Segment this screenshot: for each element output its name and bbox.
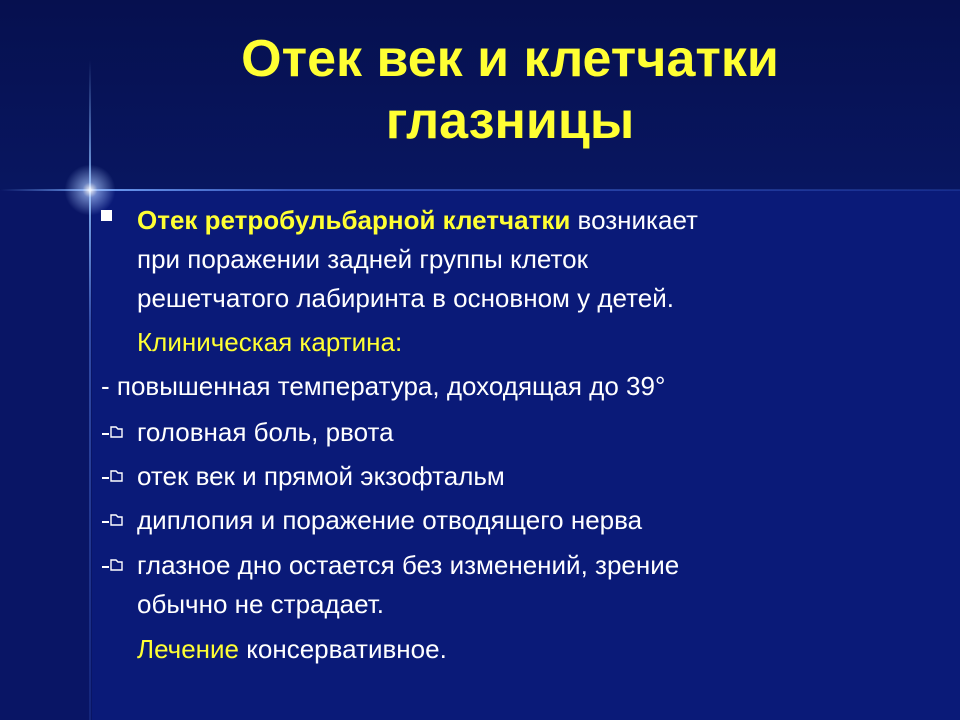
symptom-item: головная боль, рвота bbox=[137, 417, 394, 447]
intro-term: Отек ретробульбарной клетчатки bbox=[137, 205, 571, 235]
treatment-line bbox=[137, 630, 447, 668]
dash-folder-icon bbox=[101, 423, 123, 439]
horizontal-light-line bbox=[0, 189, 960, 191]
intro-line-2: при поражении задней группы клеток bbox=[137, 244, 588, 274]
intro-line-1 bbox=[137, 201, 698, 239]
treatment-text: консервативное. bbox=[239, 634, 447, 664]
left-strip bbox=[0, 190, 92, 720]
slide-title bbox=[100, 28, 920, 152]
dash-folder-icon bbox=[101, 556, 123, 572]
intro-line-1-rest: возникает bbox=[570, 205, 698, 235]
symptom-item: отек век и прямой экзофтальм bbox=[137, 461, 505, 491]
clinical-heading: Клиническая картина: bbox=[137, 327, 403, 357]
square-bullet-icon bbox=[101, 210, 112, 221]
symptom-item: глазное дно остается без изменений, зрение bbox=[137, 550, 680, 580]
title-line-2: глазницы bbox=[385, 92, 635, 150]
vertical-light-line bbox=[89, 60, 91, 720]
dash-folder-icon bbox=[101, 511, 123, 527]
fever-line: - повышенная температура, доходящая до 39° bbox=[101, 371, 666, 401]
title-line-1: Отек век и клетчатки bbox=[241, 30, 779, 88]
symptom-continuation: обычно не страдает. bbox=[137, 589, 384, 619]
intro-line-3: решетчатого лабиринта в основном у детей. bbox=[137, 283, 674, 313]
dash-folder-icon bbox=[101, 467, 123, 483]
symptom-item: диплопия и поражение отводящего нерва bbox=[137, 505, 643, 535]
treatment-label: Лечение bbox=[137, 634, 240, 664]
